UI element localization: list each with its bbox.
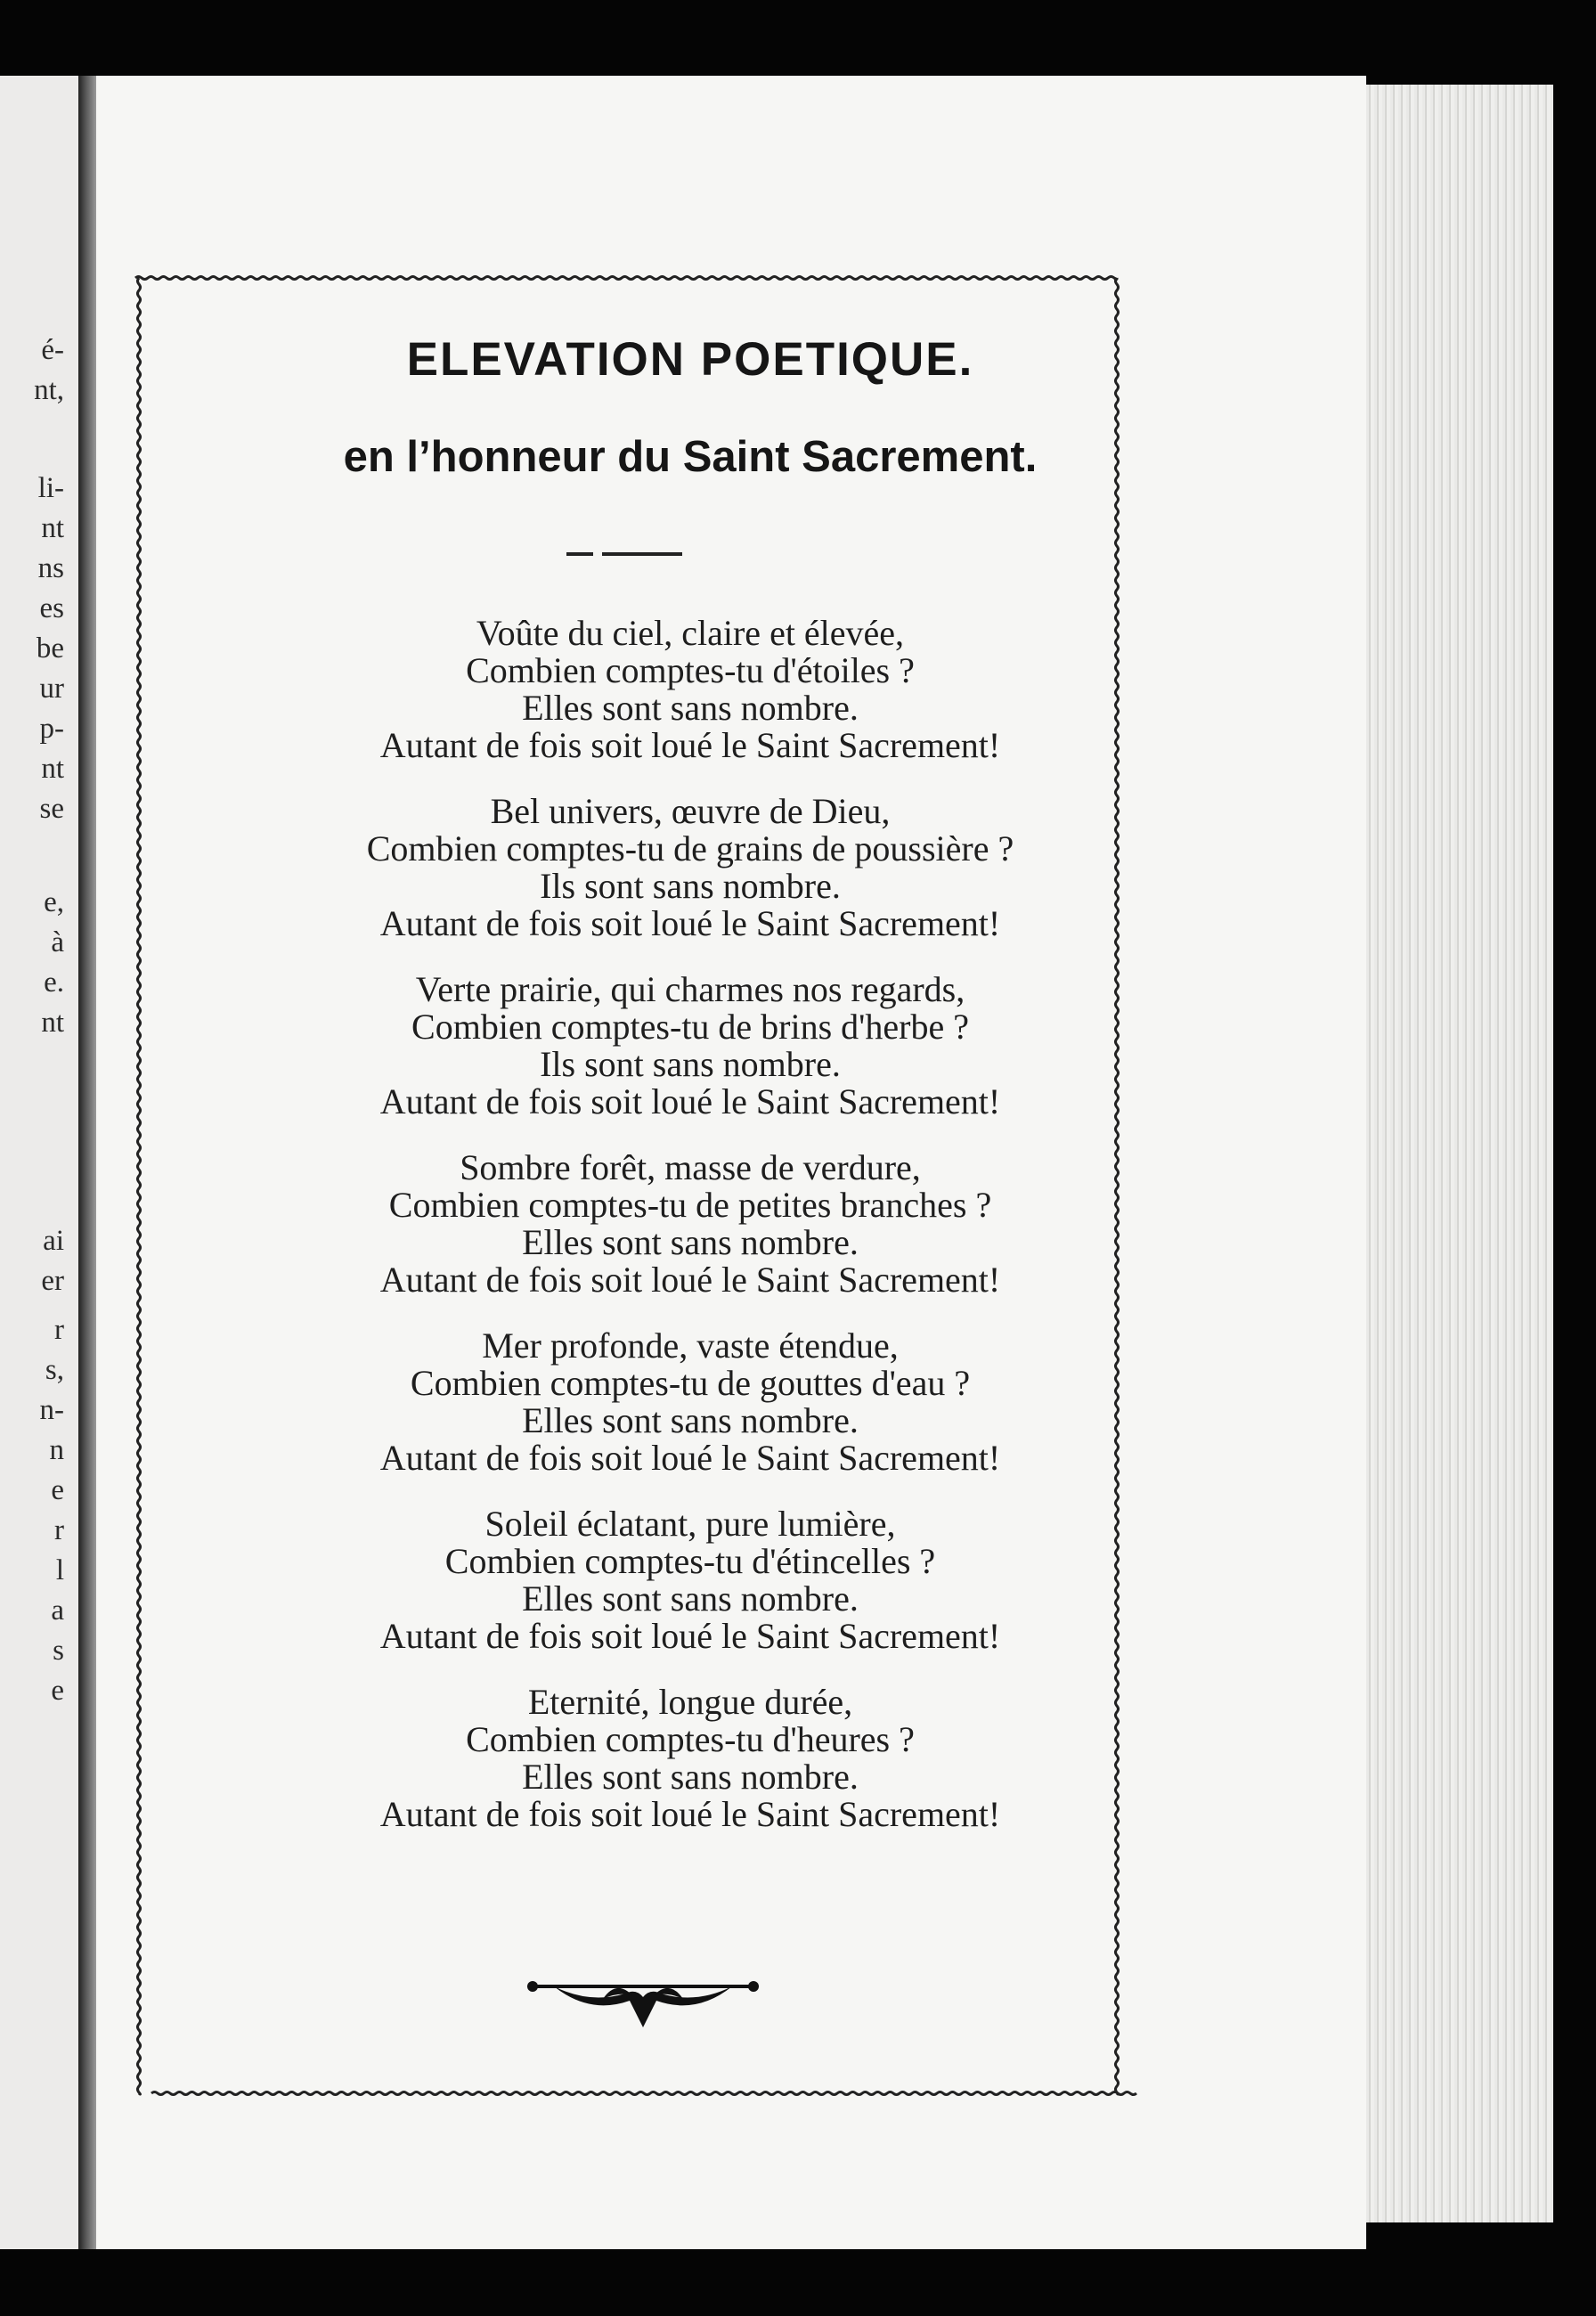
poem-line: Autant de fois soit loué le Saint Sacrement! bbox=[379, 903, 1001, 943]
left-page-fragment: ur bbox=[39, 673, 64, 705]
ornament-icon bbox=[527, 1981, 759, 2027]
poem-stanza bbox=[134, 615, 1247, 764]
poem-line: Autant de fois soit loué le Saint Sacrement! bbox=[379, 1794, 1001, 1834]
poem-line: Combien comptes-tu d'heures ? bbox=[466, 1719, 915, 1759]
left-page-fragment: er bbox=[41, 1265, 64, 1297]
poem-line: Autant de fois soit loué le Saint Sacrement! bbox=[379, 725, 1001, 765]
poem-line: Ils sont sans nombre. bbox=[540, 1044, 841, 1084]
poem-line: Mer profonde, vaste étendue, bbox=[482, 1325, 899, 1366]
left-page-fragment: a bbox=[51, 1594, 64, 1627]
left-page-fragment: be bbox=[36, 632, 64, 665]
separator-dash bbox=[602, 552, 682, 556]
poem-line: Soleil éclatant, pure lumière, bbox=[484, 1504, 896, 1544]
poem-line: Eternité, longue durée, bbox=[527, 1682, 853, 1722]
left-page-fragment: é- bbox=[41, 334, 64, 366]
poem-line: Sombre forêt, masse de verdure, bbox=[460, 1147, 921, 1187]
frame-top-edge bbox=[135, 277, 1117, 280]
left-page-fragment: s, bbox=[45, 1354, 64, 1386]
poem-line: Combien comptes-tu de petites branches ? bbox=[388, 1185, 992, 1225]
poem-stanza bbox=[134, 793, 1247, 942]
frame-bottom-edge bbox=[151, 2092, 1136, 2095]
poem-line: Elles sont sans nombre. bbox=[522, 1222, 859, 1262]
poem-line: Elles sont sans nombre. bbox=[522, 1400, 859, 1440]
poem-stanza bbox=[134, 1505, 1247, 1655]
poem-line: Combien comptes-tu d'étoiles ? bbox=[466, 650, 915, 690]
left-page-fragment: à bbox=[51, 926, 64, 958]
poem-line: Combien comptes-tu de grains de poussière ? bbox=[366, 828, 1014, 868]
left-page-fragment: n- bbox=[39, 1394, 64, 1426]
poem-line: Ils sont sans nombre. bbox=[540, 866, 841, 906]
poem-stanza bbox=[134, 1149, 1247, 1299]
left-page-fragment: e bbox=[51, 1474, 64, 1506]
poem-body bbox=[134, 615, 1247, 1862]
poem-line: Verte prairie, qui charmes nos regards, bbox=[415, 969, 965, 1009]
poem-line: Combien comptes-tu de brins d'herbe ? bbox=[411, 1007, 969, 1047]
poem-line: Autant de fois soit loué le Saint Sacrement! bbox=[379, 1616, 1001, 1656]
poem-line: Elles sont sans nombre. bbox=[522, 688, 859, 728]
left-page-fragment: l bbox=[55, 1554, 64, 1586]
left-page-fragment: ai bbox=[43, 1225, 64, 1257]
left-page-fragment: e bbox=[51, 1675, 64, 1707]
poem-line: Autant de fois soit loué le Saint Sacrement! bbox=[379, 1081, 1001, 1121]
page-subtitle: en l’honneur du Saint Sacrement. bbox=[343, 433, 1038, 481]
left-page-fragment: r bbox=[54, 1514, 64, 1546]
page-title: ELEVATION POETIQUE. bbox=[406, 333, 974, 386]
poem-line: Bel univers, œuvre de Dieu, bbox=[490, 791, 891, 831]
left-page-fragment: nt bbox=[41, 753, 64, 785]
left-page-fragment: e. bbox=[44, 966, 64, 999]
poem-line: Combien comptes-tu d'étincelles ? bbox=[444, 1541, 936, 1581]
left-page-fragment: ns bbox=[37, 552, 64, 584]
poem-line: Autant de fois soit loué le Saint Sacrement! bbox=[379, 1438, 1001, 1478]
left-page-fragment: nt, bbox=[34, 374, 64, 406]
poem-stanza bbox=[134, 971, 1247, 1121]
left-page-fragment: nt bbox=[41, 1007, 64, 1039]
left-page-fragment: li- bbox=[37, 472, 64, 504]
left-page-fragment: s bbox=[53, 1635, 64, 1667]
left-page-fragment: e, bbox=[44, 886, 64, 918]
left-page-fragment: n bbox=[49, 1434, 64, 1466]
separator-dash bbox=[566, 552, 593, 556]
left-page-fragment: es bbox=[39, 592, 64, 624]
poem-stanza bbox=[134, 1327, 1247, 1477]
left-page-fragment: p- bbox=[39, 713, 64, 745]
poem-stanza bbox=[134, 1684, 1247, 1833]
left-page-fragment: se bbox=[39, 793, 64, 825]
poem-line: Elles sont sans nombre. bbox=[522, 1578, 859, 1619]
poem-line: Voûte du ciel, claire et élevée, bbox=[476, 613, 905, 653]
poem-line: Autant de fois soit loué le Saint Sacrement! bbox=[379, 1260, 1001, 1300]
poem-line: Elles sont sans nombre. bbox=[522, 1757, 859, 1797]
poem-line: Combien comptes-tu de gouttes d'eau ? bbox=[410, 1363, 971, 1403]
left-page-fragment: r bbox=[54, 1314, 64, 1346]
left-page-fragment: nt bbox=[41, 512, 64, 544]
